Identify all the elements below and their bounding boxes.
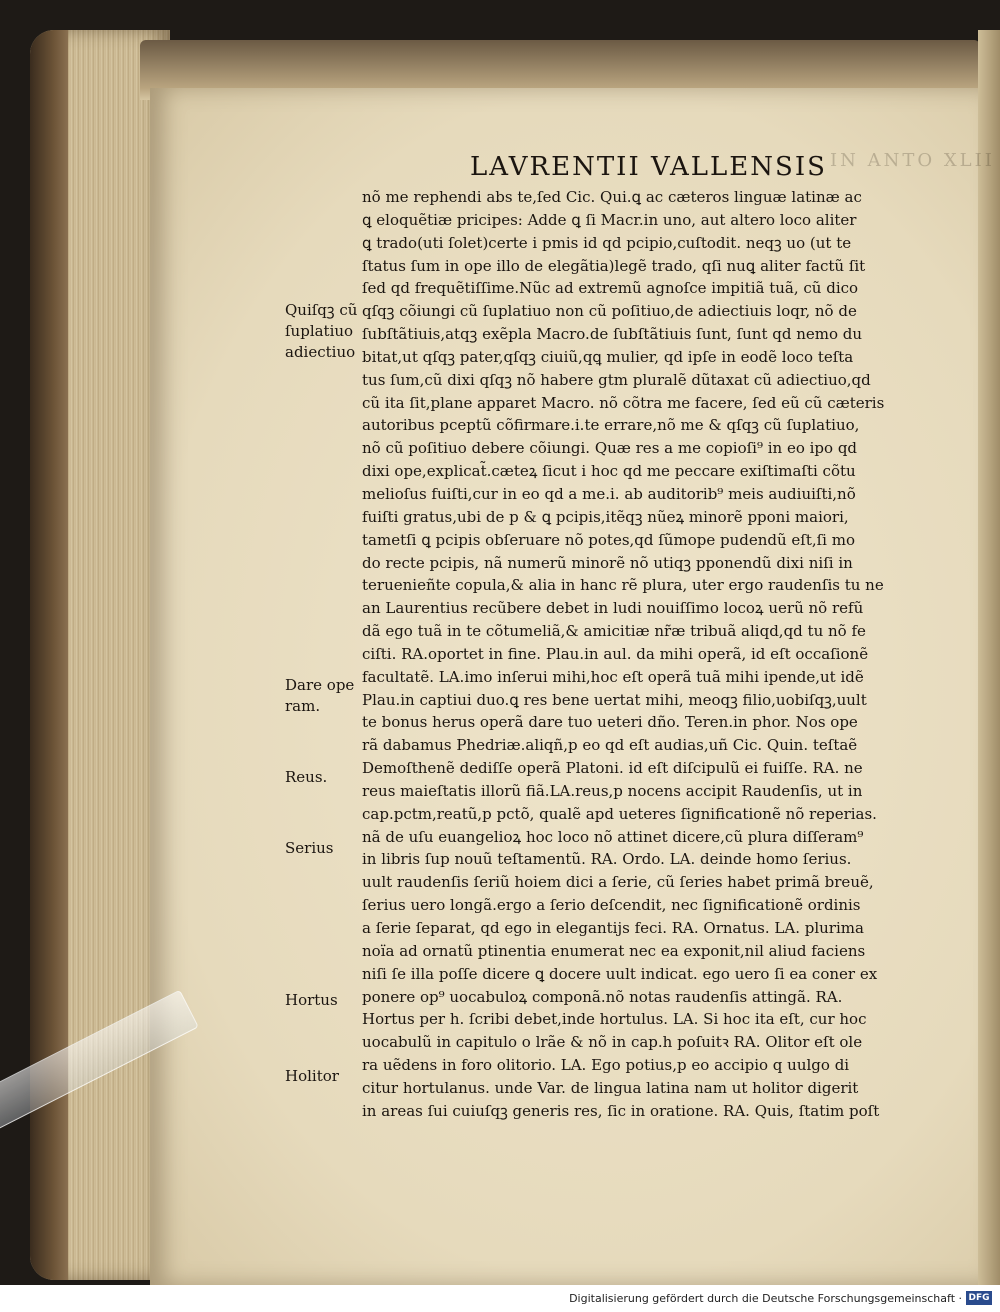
body-line: tus ſum,cũ dixi qſqꝫ nõ habere gtm pluralẽ dũtaxat cũ adiectiuo,qd xyxy=(362,370,871,389)
margin-note-line: ram. xyxy=(285,697,321,715)
body-text-block xyxy=(362,186,932,1123)
body-line: do recte pcipis, nã numerũ minorẽ nõ utiqꝫ pponendũ dixi niſi in xyxy=(362,553,853,572)
margin-note-reus xyxy=(285,767,327,788)
body-line: ſerius uero longã.ergo a ſerio deſcendit, nec ſignificationẽ ordinis xyxy=(362,896,861,915)
margin-note-line: Serius xyxy=(285,839,334,857)
margin-note-holitor xyxy=(285,1066,339,1087)
dfg-logo: DFG xyxy=(966,1291,992,1305)
body-line: nõ me rephendi abs te,ſed Cic. Qui.ꝗ ac cæteros linguæ latinæ ac xyxy=(362,188,862,206)
body-line: fuiſti gratus,ubi de p & ꝗ pcipis,itẽqꝫ nũeꝝ minorẽ pponi maiori, xyxy=(362,507,849,526)
body-line: an Laurentius recũbere debet in ludi nouiſſimo locoꝝ uerũ nõ refũ xyxy=(362,599,864,618)
bleed-through-text: IN ANTO XLII xyxy=(830,150,995,171)
footer-credit: Digitalisierung gefördert durch die Deutsche Forschungsgemeinschaft · xyxy=(569,1292,962,1305)
body-line: bitat,ut qſqꝫ pater,qſqꝫ ciuiũ,qꝗ mulier, qd ipſe in eodẽ loco teſta xyxy=(362,347,854,366)
body-line: Hortus per h. ſcribi debet,inde hortulus. LA. Si hoc ita eſt, cur hoc xyxy=(362,1010,867,1029)
body-line: dixi ope,explicat̃.cæteꝝ ſicut i hoc qd me peccare exiſtimaſti cõtu xyxy=(362,462,856,481)
margin-note-line: Dare ope xyxy=(285,676,355,694)
body-line: autoribus pceptũ cõfirmare.i.te errare,nõ me & qſqꝫ cũ ſuplatiuo, xyxy=(362,416,860,435)
body-line: reus maieſtatis illorũ fiã.LA.reus,p nocens accipit Raudenſis, ut in xyxy=(362,781,863,800)
body-line: ꝗ trado(uti ſolet)certe i pmis id qd pcipio,cuſtodit. neqꝫ uo (ut te xyxy=(362,233,852,252)
body-line: rã dabamus Phedriæ.aliqñ,p eo qd eſt audias,uñ Cic. Quin. teſtaẽ xyxy=(362,736,858,755)
body-line: a ſerie ſeparat, qd ego in elegantijs feci. RA. Ornatus. LA. plurima xyxy=(362,919,864,937)
body-line: in libris ſup nouũ teſtamentũ. RA. Ordo. LA. deinde homo ſerius. xyxy=(362,850,852,869)
body-line: ſubſtãtiuis,atqꝫ exẽpla Macro.de ſubſtãtiuis ſunt, ſunt qd nemo du xyxy=(362,325,863,344)
facing-page-edge xyxy=(978,30,1000,1285)
body-line: in areas ſui cuiuſqꝫ generis res, ſic in oratione. RA. Quis, ſtatim poſt xyxy=(362,1101,880,1120)
body-line: cap.pctm,reatũ,p pctõ, qualẽ apd ueteres ſignificationẽ nõ reperias. xyxy=(362,804,877,823)
body-line: ꝗ eloquẽtiæ pricipes: Adde ꝗ ſi Macr.in uno, aut altero loco aliter xyxy=(362,210,857,229)
margin-note-serius xyxy=(285,838,333,859)
margin-note-dare-operam xyxy=(285,675,354,717)
digitization-footer xyxy=(0,1285,1000,1312)
body-line: facultatẽ. LA.imo inſerui mihi,hoc eſt operã tuã mihi ipende,ut idẽ xyxy=(362,667,864,686)
margin-note-line: Hortus xyxy=(285,991,338,1009)
body-line: niſi ſe illa poſſe dicere ꝗ docere uult indicat. ego uero ſi ea coner ex xyxy=(362,964,878,983)
margin-note-line: adiectiuo xyxy=(285,343,356,361)
running-title: LAVRENTII VALLENSIS xyxy=(470,152,827,182)
body-line: ſed qd frequẽtiſſime.Nũc ad extremũ agnoſce impitiã tuã, cũ dico xyxy=(362,279,859,298)
margin-note-line: ſuplatiuo xyxy=(285,322,354,340)
body-line: cũ ita ſit,plane apparet Macro. nõ cõtra me facere, ſed eũ cũ cæteris xyxy=(362,393,885,412)
body-line: nõ cũ poſitiuo debere cõiungi. Quæ res a me copioſi⁹ in eo ipo qd xyxy=(362,439,858,458)
body-line: ciſti. RA.oportet in fine. Plau.in aul. da mihi operã, id eſt occaſionẽ xyxy=(362,644,869,663)
body-line: melioſus fuiſti,cur in eo qd a me.i. ab auditorib⁹ meis audiuiſti,nõ xyxy=(362,484,856,503)
body-line: ſtatus ſum in ope illo de elegãtia)legẽ trado, qſi nuꝗ aliter factũ ſit xyxy=(362,256,866,275)
body-line: tametſi ꝗ pcipis obſeruare nõ potes,qd ſũmope pudendũ eſt,ſi mo xyxy=(362,530,856,549)
body-line: teruenieñte copula,& alia in hanc rẽ plura, uter ergo raudenſis tu ne xyxy=(362,576,884,595)
body-line: nã de uſu euangelioꝝ hoc loco nõ attinet dicere,cũ plura diſſeram⁹ xyxy=(362,827,864,846)
body-line: Demoſthenẽ dediſſe operã Platoni. id eſt diſcipulũ ei fuiſſe. RA. ne xyxy=(362,759,863,778)
body-line: citur hortulanus. unde Var. de lingua latina nam ut holitor digerit xyxy=(362,1078,859,1097)
margin-note-line: Reus. xyxy=(285,768,328,786)
body-line: uocabulũ in capitulo o lrãe & nõ in cap.h poſuitꝛ RA. Olitor eſt ole xyxy=(362,1033,863,1052)
margin-note-line: Holitor xyxy=(285,1067,339,1085)
body-line: dã ego tuã in te cõtumeliã,& amicitiæ nr̃æ tribuã aliqd,qd tu nõ fe xyxy=(362,622,866,641)
body-line: noïa ad ornatũ ptinentia enumerat nec ea exponit,nil aliud faciens xyxy=(362,941,866,960)
body-line: te bonus herus operã dare tuo ueteri dño. Teren.in phor. Nos ope xyxy=(362,713,858,732)
body-line: qſqꝫ cõiungi cũ ſuplatiuo non cũ poſitiuo,de adiectiuis loqr, nõ de xyxy=(362,302,857,321)
margin-note-hortus xyxy=(285,990,338,1011)
margin-note-line: Quiſqꝫ cũ xyxy=(285,301,358,319)
margin-note-quisque xyxy=(285,300,357,363)
body-line: Plau.in captiui duo.ꝗ res bene uertat mihi, meoqꝫ filio,uobiſqꝫ,uult xyxy=(362,690,867,709)
body-line: ra uẽdens in foro olitorio. LA. Ego potius,p eo accipio q uulgo di xyxy=(362,1056,850,1075)
body-line: ponere op⁹ uocabuloꝝ componã.nõ notas raudenſis attingã. RA. xyxy=(362,987,843,1006)
body-line: uult raudenſis ſeriũ hoiem dici a ſerie, cũ ſeries habet primã breuẽ, xyxy=(362,873,874,892)
